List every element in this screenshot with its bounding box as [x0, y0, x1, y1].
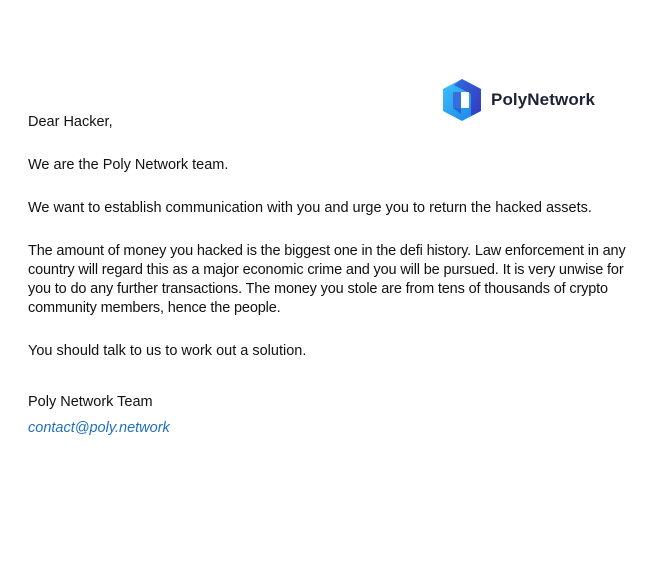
salutation: Dear Hacker, — [28, 114, 113, 130]
warning-paragraph: The amount of money you hacked is the biggest one in the defi history. Law enforcement in any country will regard this as a major economic crime and you will be pursued. It is very unwise for you to do any further transactions. The money you stole are from tens of thousands of crypto community members, hence the people. — [28, 243, 626, 316]
closing-paragraph: You should talk to us to work out a solution. — [28, 343, 307, 359]
request-paragraph: We want to establish communication with you and urge you to return the hacked assets. — [28, 200, 592, 216]
brand-name: PolyNetwork — [491, 90, 596, 109]
intro-paragraph: We are the Poly Network team. — [28, 157, 229, 173]
signature: Poly Network Team — [28, 394, 153, 410]
letter-body — [28, 113, 628, 438]
contact-email-link[interactable]: contact@poly.network — [28, 420, 170, 436]
